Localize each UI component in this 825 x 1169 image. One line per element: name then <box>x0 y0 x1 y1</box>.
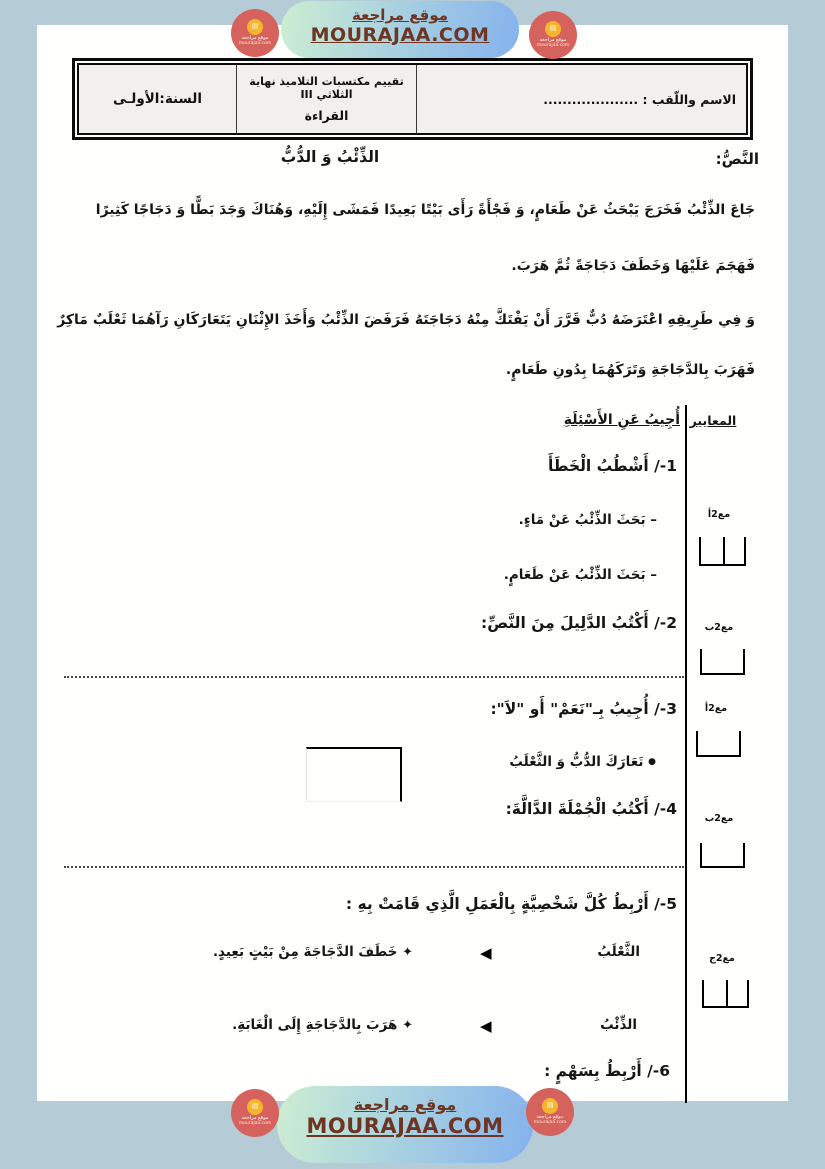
question-4 <box>506 800 677 818</box>
question-5 <box>346 895 677 913</box>
score-box-q1 <box>699 537 746 566</box>
criterion-marker-q4: مع2ب <box>704 813 734 824</box>
site-name-latin: MOURAJAA.COM <box>306 1114 504 1138</box>
logo-small-arabic: موقع مراجعة <box>241 1114 269 1121</box>
book-icon: ▤ <box>247 1099 263 1115</box>
question-6-number: 6-/ <box>647 1062 670 1080</box>
reading-title: الذِّئْبُ وَ الدُّبُّ <box>280 148 380 166</box>
question-2-label: أَكْتُبُ الدَّلِيلَ مِنَ النَّصِّ: <box>481 614 649 632</box>
answer-box <box>306 747 402 802</box>
exam-title: تقييم مكتسبات التلاميذ نهاية الثلاثي III <box>249 75 404 101</box>
question-2-number: 2-/ <box>654 614 677 632</box>
header-table <box>72 58 753 140</box>
match-action-1 <box>213 944 413 960</box>
question-1-number: 1-/ <box>654 457 677 475</box>
question-3-label: أُجِيبُ بِـ"نَعَمْ" أَو "لاَ": <box>490 700 649 718</box>
grade-label: السنة:الأولـى <box>113 91 202 107</box>
criterion-marker-q2: مع2ب <box>704 622 734 633</box>
criterion-marker-q3: مع2أ <box>704 703 728 714</box>
match-arrow-icon: ◀ <box>480 944 492 962</box>
site-name-arabic: موقع مراجعة <box>353 1095 457 1114</box>
match-name-fox: الثَّعْلَبُ <box>597 944 640 960</box>
match-star-icon: ✦ <box>402 945 413 960</box>
paragraph2-line1: وَ فِي طَرِيقِهِ اعْتَرَضَهُ دُبٌّ قَرَّرَ أَنْ يَفْتَكَّ مِنْهُ دَجَاجَتَهُ فَرَفَضَ الذِّئْبُ وَأَخَذَ الإِثْنَانِ يَتَعَارَكَانِ رَآهُمَا ثَعْلَبٌ مَاكِرٌ <box>57 312 755 328</box>
match-action-1-text: خَطَفَ الدَّجَاجَةَ مِنْ بَيْتٍ بَعِيدٍ. <box>212 944 398 960</box>
score-box-q5 <box>702 980 749 1008</box>
score-box-q4 <box>700 843 745 868</box>
question-1 <box>548 457 677 475</box>
bullet-item-text: تَعَارَكَ الدُّبُّ وَ الثَّعْلَبُ <box>509 754 644 770</box>
top-site-banner <box>281 1 519 58</box>
logo-small-latin: mourajaa.com <box>238 41 272 47</box>
student-name-field: الاسم واللّقب : .................... <box>416 65 746 133</box>
exam-title-cell <box>236 65 416 133</box>
book-icon: ▤ <box>545 21 561 37</box>
site-name-latin: MOURAJAA.COM <box>310 24 490 46</box>
criteria-separator-line <box>685 405 687 1103</box>
question-5-number: 5-/ <box>654 895 677 913</box>
question-1-option-1: – بَحَثَ الذِّئْبُ عَنْ مَاءٍ. <box>518 512 657 528</box>
paragraph1-line2: فَهَجَمَ عَلَيْهَا وَخَطَفَ دَجَاجَةً ثُمَّ هَرَبَ. <box>511 258 755 274</box>
question-6-label: أَرْبِطُ بِسَهْمٍ : <box>544 1062 642 1080</box>
site-logo-icon <box>231 1089 279 1137</box>
question-1-option-2: – بَحَثَ الذِّئْبُ عَنْ طَعَامٍ. <box>503 567 657 583</box>
paragraph2-line2: فَهَرَبَ بِالدَّجَاجَةِ وَتَرَكَهُمَا بِدُونِ طَعَامٍ. <box>505 362 755 378</box>
dotted-answer-line-1 <box>64 676 684 678</box>
question-6 <box>544 1062 670 1080</box>
logo-small-latin: mourajaa.com <box>536 43 570 49</box>
score-box-divider <box>723 537 725 564</box>
logo-small-arabic: موقع مراجعة <box>539 36 567 43</box>
logo-small-arabic: موقع مراجعة <box>241 34 269 41</box>
book-icon: ▤ <box>542 1098 558 1114</box>
subject-title: القراءة <box>304 108 349 123</box>
site-name-arabic: موقع مراجعة <box>351 6 449 24</box>
site-logo-icon <box>529 11 577 59</box>
question-2 <box>481 614 677 632</box>
question-3-number: 3-/ <box>654 700 677 718</box>
question-4-number: 4-/ <box>654 800 677 818</box>
criteria-column-header: المعايير <box>689 413 737 428</box>
questions-header: أُجِيبُ عَنِ الأَسْئِلَةِ <box>563 412 680 428</box>
logo-small-latin: mourajaa.com <box>238 1121 272 1127</box>
logo-small-arabic: موقع مراجعة <box>536 1113 564 1120</box>
question-4-label: أَكْتُبُ الْجُمْلَةَ الدَّالَّةَ: <box>505 800 649 818</box>
match-action-2-text: هَرَبَ بِالدَّجَاجَةِ إِلَى الْغَابَةِ. <box>232 1017 398 1033</box>
match-arrow-icon: ◀ <box>480 1017 492 1035</box>
match-name-wolf: الذِّئْبُ <box>600 1017 637 1033</box>
text-section-label: النَّصُّ: <box>715 150 759 168</box>
dotted-answer-line-2 <box>64 866 684 868</box>
footer-site-banner <box>277 1086 533 1163</box>
score-box-divider <box>726 980 728 1006</box>
question-5-label: أَرْبِطُ كُلَّ شَخْصِيَّةٍ بِالْعَمَلِ الَّذِي قَامَتْ بِهِ : <box>345 895 649 913</box>
score-box-q3 <box>696 731 741 757</box>
match-star-icon: ✦ <box>402 1018 413 1033</box>
question-3-bullet-item <box>509 754 656 770</box>
logo-small-latin: mourajaa.com <box>533 1120 567 1126</box>
header-table-inner <box>77 63 748 135</box>
bullet-icon: ● <box>648 757 656 767</box>
site-logo-icon <box>231 9 279 57</box>
question-1-label: أَشْطُبُ الْخَطَأَ <box>548 457 649 475</box>
paper-sheet <box>37 25 788 1101</box>
criterion-marker-q5: مع2ج <box>709 953 735 964</box>
criterion-marker-q1: مع2أ <box>707 509 731 520</box>
book-icon: ▤ <box>247 19 263 35</box>
site-logo-icon <box>526 1088 574 1136</box>
question-3 <box>490 700 677 718</box>
score-box-q2 <box>700 649 745 675</box>
paragraph1-line1: جَاعَ الذِّئْبُ فَخَرَجَ يَبْحَثُ عَنْ طَعَامٍ، وَ فَجْأَةً رَأَى بَيْتًا بَعِيدًا فَمَشَى إِلَيْهِ، وَهُنَاكَ وَجَدَ بَطًّا وَ دَجَاجًا كَثِيرًا <box>95 202 755 218</box>
match-action-2 <box>232 1017 413 1033</box>
